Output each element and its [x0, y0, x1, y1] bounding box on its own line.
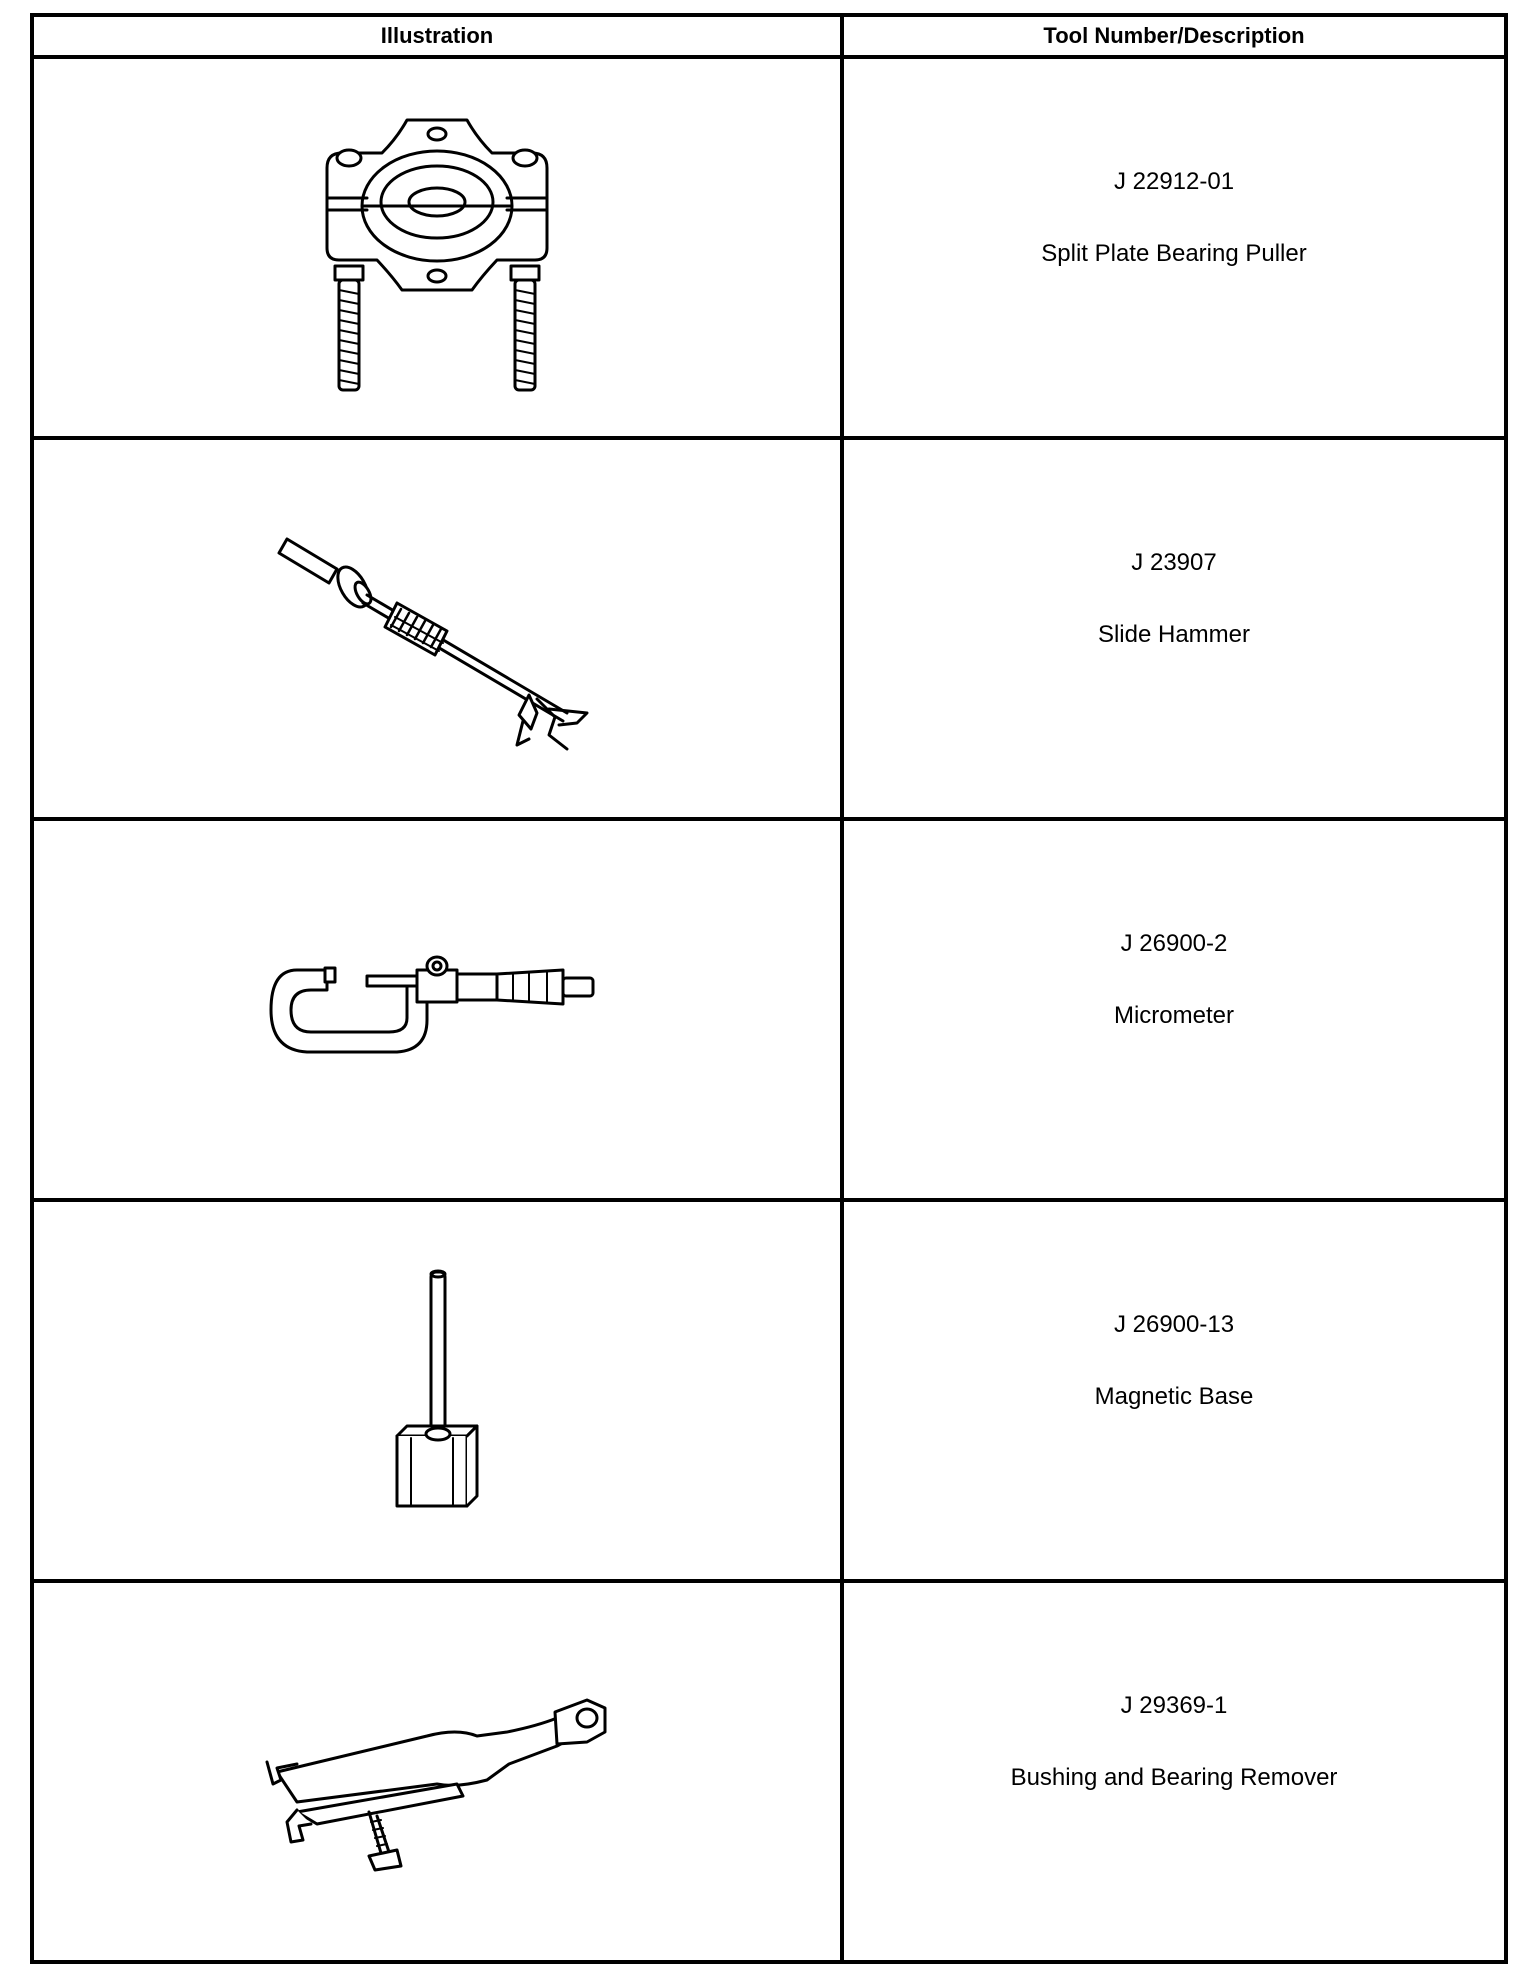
illustration-cell — [32, 819, 842, 1200]
illustration-cell — [32, 57, 842, 438]
description-cell — [842, 1581, 1506, 1962]
tool-description: Bushing and Bearing Remover — [1010, 1763, 1338, 1791]
tool-description: Micrometer — [1113, 1001, 1234, 1029]
tool-description: Split Plate Bearing Puller — [1041, 239, 1307, 267]
tool-number: J 26900-2 — [1120, 929, 1228, 957]
description-cell — [842, 1200, 1506, 1581]
table-row — [32, 819, 1506, 1200]
tool-description: Magnetic Base — [1094, 1382, 1254, 1410]
header-row — [32, 15, 1506, 57]
magnetic-base-icon — [377, 1266, 497, 1516]
illustration-cell — [32, 1581, 842, 1962]
table-row — [32, 57, 1506, 438]
illustration-cell — [32, 1200, 842, 1581]
table-row — [32, 438, 1506, 819]
table-row — [32, 1200, 1506, 1581]
split-plate-bearing-puller-icon — [287, 98, 587, 398]
illustration-cell — [32, 438, 842, 819]
tool-number: J 26900-13 — [1113, 1310, 1235, 1338]
micrometer-icon — [267, 940, 607, 1080]
tool-number: J 22912-01 — [1113, 167, 1235, 195]
bushing-bearing-remover-icon — [257, 1672, 617, 1872]
tool-number: J 23907 — [1131, 548, 1217, 576]
tools-table — [30, 13, 1508, 1964]
description-cell — [842, 438, 1506, 819]
table-row — [32, 1581, 1506, 1962]
description-cell — [842, 57, 1506, 438]
description-cell — [842, 819, 1506, 1200]
tool-number: J 29369-1 — [1120, 1691, 1228, 1719]
slide-hammer-icon — [267, 499, 607, 759]
description-header: Tool Number/Description — [842, 15, 1506, 57]
tool-description: Slide Hammer — [1097, 620, 1251, 648]
illustration-header: Illustration — [32, 15, 842, 57]
